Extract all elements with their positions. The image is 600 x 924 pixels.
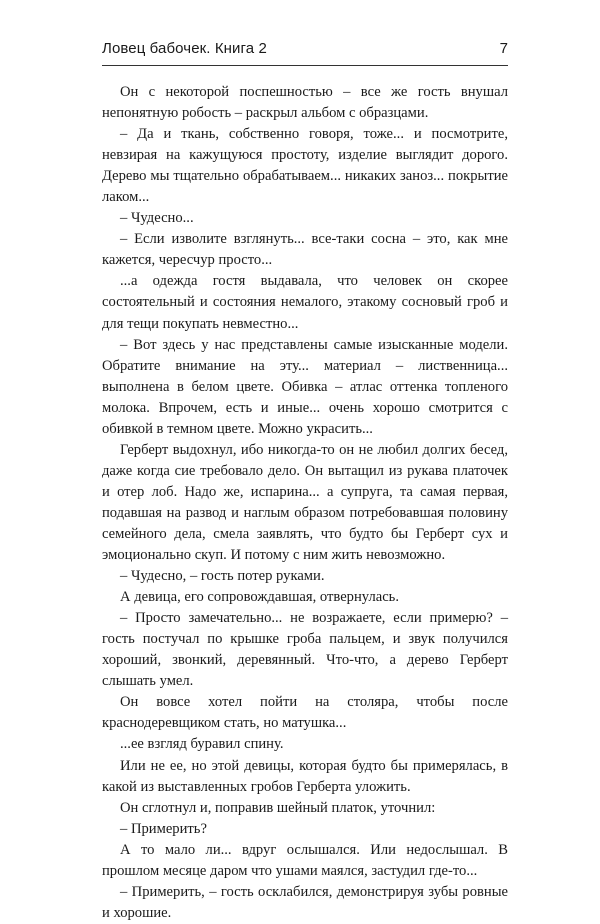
running-title: Ловец бабочек. Книга 2 <box>102 40 267 57</box>
paragraph: – Если изволите взглянуть... все-таки сосна – это, как мне кажется, чересчур просто... <box>102 231 508 269</box>
paragraph: Он сглотнул и, поправив шейный платок, уточнил: <box>120 799 436 816</box>
paragraph: ...ее взгляд буравил спину. <box>120 736 284 753</box>
paragraph: – Примерить, – гость осклабился, демонстрируя зубы ровные и хорошие. <box>102 883 508 921</box>
paragraph: А то мало ли... вдруг ослышался. Или недослышал. В прошлом месяце даром что ушами маялся, застудил где-то... <box>102 841 508 879</box>
paragraph: – Просто замечательно... не возражаете, если примерю? – гость постучал по крышке гроба пальцем, и звук получился хороший, звонкий, деревянный. Что-что, а дерево Герберт слышать умел. <box>102 610 508 690</box>
paragraph: Герберт выдохнул, ибо никогда-то он не любил долгих бесед, даже когда сие требовало дело. Он вытащил из рукава платочек и отер лоб. Надо же, испарина... а супруга, та самая первая, подавшая на развод и наглым образом потребовавшая половину семейного дела, смела заявлять, что будто бы Герберт сух и эмоционально скуп. И потому с ним жить невозможно. <box>102 441 508 564</box>
paragraph: А девица, его сопровождавшая, отвернулась. <box>120 589 399 606</box>
paragraph: – Примерить? <box>120 820 207 837</box>
paragraph: Он вовсе хотел пойти на столяра, чтобы после краснодеревщиком стать, но матушка... <box>102 694 508 732</box>
paragraph: – Чудесно... <box>120 210 194 227</box>
page-number: 7 <box>499 40 508 57</box>
paragraph: Он с некоторой поспешностью – все же гость внушал непонятную робость – раскрыл альбом с образцами. <box>102 84 508 122</box>
paragraph: ...а одежда гостя выдавала, что человек он скорее состоятельный и состояния немалого, этакому сосновый гроб и для тещи покупать невместно... <box>102 273 508 332</box>
header-rule <box>102 65 508 66</box>
body-text <box>102 82 508 924</box>
paragraph: – Чудесно, – гость потер руками. <box>120 568 325 585</box>
paragraph: – Вот здесь у нас представлены самые изысканные модели. Обратите внимание на эту... материал – лиственница... выполнена в белом цвете. Обивка – атлас оттенка топленого молока. Впрочем, есть и иные... очень хорошо смотрится с обивкой в темном цвете. Можно украсить... <box>102 336 508 437</box>
running-head <box>102 40 508 64</box>
paragraph: – Да и ткань, собственно говоря, тоже... и посмотрите, невзирая на кажущуюся простоту, изделие выглядит дорого. Дерево мы тщательно обрабатываем... никаких заноз... покрытие лаком... <box>102 126 508 206</box>
paragraph: Или не ее, но этой девицы, которая будто бы примерялась, в какой из выставленных гробов Герберта уложить. <box>102 757 508 795</box>
